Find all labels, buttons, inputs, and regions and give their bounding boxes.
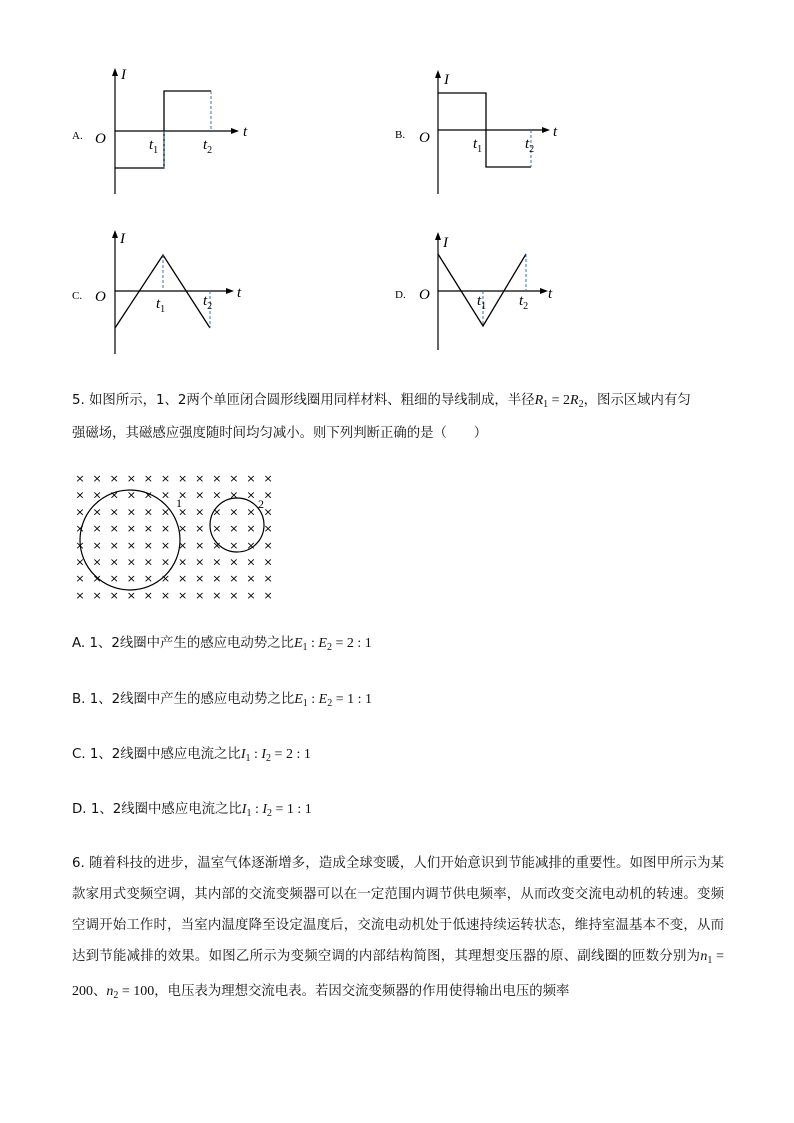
field-cross: ×	[92, 555, 102, 569]
field-cross: ×	[109, 488, 119, 502]
field-cross: ×	[143, 538, 154, 552]
field-cross: ×	[177, 555, 188, 569]
field-cross: ×	[195, 522, 205, 536]
graph-d-curve	[438, 254, 529, 326]
field-cross: ×	[109, 538, 119, 552]
field-cross: ×	[92, 488, 102, 502]
field-cross: ×	[109, 505, 119, 519]
field-cross: ×	[160, 505, 171, 519]
field-cross: ×	[246, 472, 256, 485]
field-cross: ×	[212, 555, 222, 569]
field-cross: ×	[212, 472, 222, 485]
field-cross: ×	[263, 538, 273, 552]
magnetic-field-crosses	[75, 472, 272, 602]
field-cross: ×	[246, 505, 256, 519]
field-cross: ×	[75, 555, 85, 569]
graph-c-axes	[112, 230, 234, 354]
graph-d-axes	[435, 232, 548, 350]
field-cross: ×	[263, 505, 273, 519]
graph-b-t1: $t_1$	[473, 136, 483, 155]
field-cross: ×	[229, 588, 239, 602]
field-cross: ×	[109, 555, 119, 569]
field-cross: ×	[229, 538, 239, 552]
field-cross: ×	[246, 522, 256, 536]
field-cross: ×	[126, 572, 136, 586]
graph-d-xlabel: t	[548, 286, 553, 302]
field-cross: ×	[229, 572, 239, 586]
field-cross: ×	[246, 555, 256, 569]
graph-d-ylabel: I	[443, 235, 448, 251]
field-cross: ×	[109, 588, 119, 602]
field-cross: ×	[92, 472, 102, 485]
field-cross: ×	[263, 488, 273, 502]
field-cross: ×	[195, 538, 205, 552]
field-cross: ×	[143, 572, 154, 586]
q5-option-b[interactable]: B. 1、2线圈中产生的感应电动势之比$E_1$ : $E_2 = 1$ : 1	[72, 692, 373, 709]
field-cross: ×	[75, 472, 85, 485]
field-cross: ×	[263, 555, 273, 569]
field-cross: ×	[246, 538, 256, 552]
coil-2-label: 2	[258, 497, 264, 511]
graph-d-t1: $t_1$	[477, 293, 487, 312]
field-cross: ×	[143, 472, 154, 485]
field-cross: ×	[177, 538, 188, 552]
field-cross: ×	[246, 572, 256, 586]
field-cross: ×	[126, 505, 136, 519]
field-cross: ×	[212, 538, 222, 552]
field-cross: ×	[126, 488, 136, 502]
field-cross: ×	[195, 588, 205, 602]
field-cross: ×	[75, 488, 85, 502]
field-cross: ×	[177, 505, 188, 519]
field-cross: ×	[177, 522, 188, 536]
graph-option-d	[395, 228, 585, 363]
graph-d-origin: O	[419, 287, 430, 303]
field-cross: ×	[160, 588, 171, 602]
q5-option-c[interactable]: C. 1、2线圈中感应电流之比$I_1$ : $I_2 = 2$ : 1	[72, 747, 311, 764]
graph-d-letter: D.	[395, 289, 406, 301]
graph-a-curve	[115, 91, 211, 168]
field-cross: ×	[246, 488, 256, 502]
field-cross: ×	[160, 472, 171, 485]
field-cross: ×	[75, 505, 85, 519]
field-cross: ×	[195, 555, 205, 569]
graph-b-letter: B.	[395, 129, 406, 141]
graph-option-a	[72, 64, 262, 209]
field-cross: ×	[92, 505, 102, 519]
q5-option-d[interactable]: D. 1、2线圈中感应电流之比$I_1$ : $I_2 = 1$ : 1	[72, 802, 312, 819]
field-cross: ×	[229, 505, 239, 519]
field-cross: ×	[160, 572, 171, 586]
graph-c-ylabel: I	[120, 231, 125, 247]
graph-c-origin: O	[95, 289, 106, 305]
field-cross: ×	[229, 522, 239, 536]
q5-option-a[interactable]: A. 1、2线圈中产生的感应电动势之比$E_1$ : $E_2 = 2$ : 1	[72, 636, 372, 653]
field-cross: ×	[177, 572, 188, 586]
graph-c-t2: $t_2$	[203, 293, 213, 312]
field-cross: ×	[177, 472, 188, 485]
graph-c-xlabel: t	[237, 285, 242, 301]
graph-a-ylabel: I	[121, 67, 126, 83]
field-cross: ×	[212, 488, 222, 502]
field-cross: ×	[263, 572, 273, 586]
q5-field-figure	[70, 468, 285, 608]
field-cross: ×	[92, 522, 102, 536]
graph-a-t2: $t_2$	[203, 137, 213, 156]
field-cross: ×	[177, 588, 188, 602]
graph-a-axes	[112, 68, 239, 194]
field-cross: ×	[212, 505, 222, 519]
graph-a-letter: A.	[72, 130, 83, 142]
field-cross: ×	[212, 588, 222, 602]
field-cross: ×	[126, 472, 136, 485]
field-cross: ×	[92, 538, 102, 552]
field-cross: ×	[263, 522, 273, 536]
field-cross: ×	[75, 572, 85, 586]
field-cross: ×	[75, 538, 85, 552]
graph-c-t1: $t_1$	[156, 296, 166, 315]
graph-a-origin: O	[95, 131, 106, 147]
field-cross: ×	[160, 488, 171, 502]
field-cross: ×	[143, 505, 154, 519]
graph-a-t1: $t_1$	[149, 137, 159, 156]
field-cross: ×	[143, 522, 154, 536]
field-cross: ×	[177, 488, 188, 502]
field-cross: ×	[229, 472, 239, 485]
field-cross: ×	[143, 488, 154, 502]
field-cross: ×	[246, 588, 256, 602]
field-cross: ×	[92, 572, 102, 586]
field-cross: ×	[263, 472, 273, 485]
field-cross: ×	[109, 522, 119, 536]
graph-option-c	[72, 226, 262, 361]
q5-stem-line2: 强磁场，其磁感应强度随时间均匀减小。则下列判断正确的是（ ）	[72, 426, 488, 441]
graph-a-xlabel: t	[243, 124, 248, 140]
field-cross: ×	[229, 555, 239, 569]
field-cross: ×	[195, 488, 205, 502]
field-cross: ×	[126, 538, 136, 552]
field-cross: ×	[229, 488, 239, 502]
q5-stem-line1: 5. 如图所示，1、2两个单匝闭合圆形线圈用同样材料、粗细的导线制成，半径$R_1 = 2R_2$，图示区域内有匀	[72, 393, 691, 410]
graph-b-t2: $t_2$	[525, 136, 535, 155]
field-cross: ×	[109, 572, 119, 586]
field-cross: ×	[143, 555, 154, 569]
field-cross: ×	[195, 572, 205, 586]
q6-text: 6. 随着科技的进步，温室气体逐渐增多，造成全球变暖，人们开始意识到节能减排的重要性。如图甲所示为某款家用式变频空调，其内部的交流变频器可以在一定范围内调节供电频率，从而改变交流电动机的转速。变频空调开始工作时，当室内温度降至设定温度后，交流电动机处于低速持续运转状态，维持室温基本不变，从而达到节能减排的效果。如图乙所示为变频空调的内部结构简图，其理想变压器的原、副线圈的匝数分别为$n_1 = 200$、$n_2 = 100$，电压表为理想交流电表。若因交流变频器的作用使得输出电压的频率	[72, 856, 724, 1001]
field-cross: ×	[92, 588, 102, 602]
field-cross: ×	[109, 472, 119, 485]
field-cross: ×	[126, 588, 136, 602]
field-cross: ×	[143, 588, 154, 602]
graph-b-ylabel: I	[444, 72, 449, 88]
graph-option-b	[395, 66, 585, 211]
field-cross: ×	[212, 572, 222, 586]
field-cross: ×	[75, 588, 85, 602]
field-cross: ×	[212, 522, 222, 536]
graph-b-xlabel: t	[553, 124, 558, 140]
coil-1-label: 1	[176, 496, 182, 510]
field-cross: ×	[160, 522, 171, 536]
graph-d-t2: $t_2$	[519, 293, 529, 312]
field-cross: ×	[160, 555, 171, 569]
graph-b-origin: O	[419, 130, 430, 146]
field-cross: ×	[160, 538, 171, 552]
field-cross: ×	[75, 522, 85, 536]
field-cross: ×	[195, 472, 205, 485]
graph-b-axes	[435, 70, 550, 194]
graph-c-letter: C.	[72, 290, 83, 302]
field-cross: ×	[126, 522, 136, 536]
field-cross: ×	[126, 555, 136, 569]
field-cross: ×	[195, 505, 205, 519]
field-cross: ×	[263, 588, 273, 602]
